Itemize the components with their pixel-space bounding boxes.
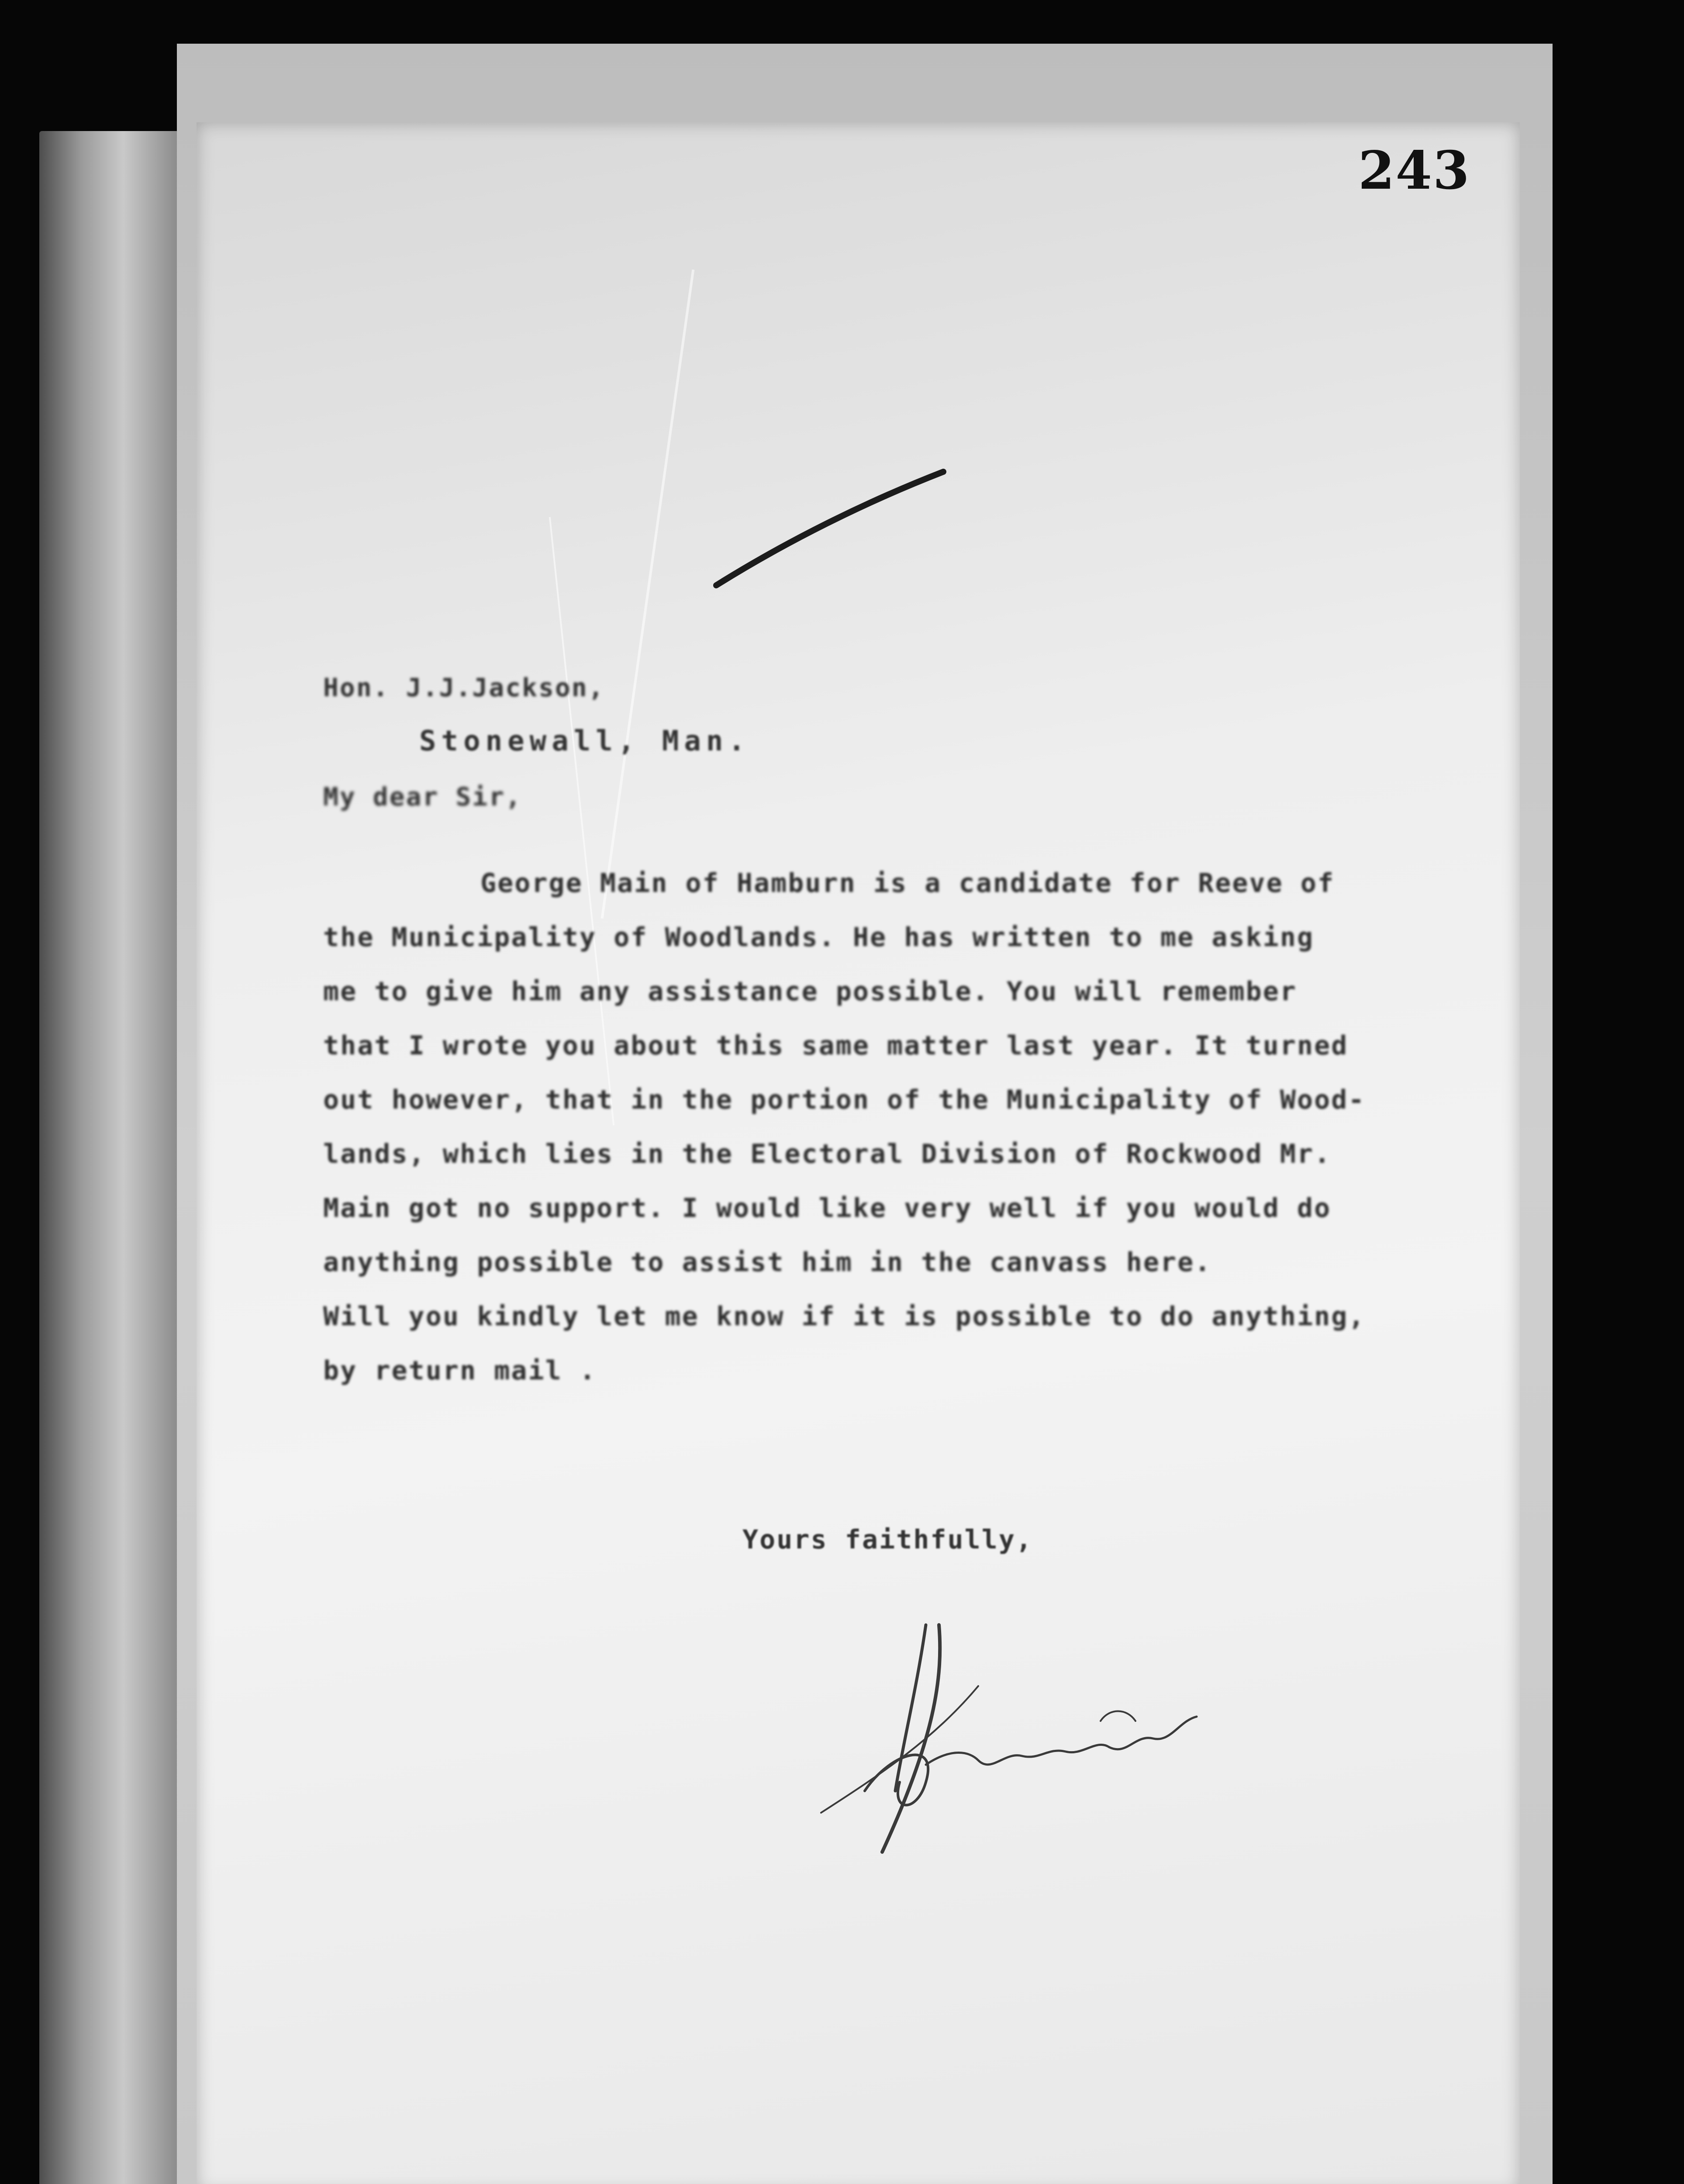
letter-body-line: Will you kindly let me know if it is possible to do anything,	[323, 1301, 1366, 1332]
recipient-name: Hon. J.J.Jackson,	[323, 673, 605, 702]
letter-body-line: that I wrote you about this same matter last year. It turned	[323, 1030, 1349, 1061]
closing: Yours faithfully,	[742, 1524, 1033, 1555]
letter-body-line: out however, that in the portion of the Municipality of Wood-	[323, 1085, 1366, 1115]
paper-crease	[601, 270, 695, 919]
letter-body	[323, 856, 1406, 1398]
letter-body-line: Main got no support. I would like very well if you would do	[323, 1193, 1332, 1223]
salutation: My dear Sir,	[323, 782, 522, 812]
handwritten-signature	[795, 1607, 1223, 1878]
page-number: 243	[1358, 140, 1470, 201]
recipient-place: Stonewall, Man.	[419, 725, 750, 757]
film-edge-strip	[39, 131, 179, 2184]
letter-body-line: anything possible to assist him in the canvass here.	[323, 1247, 1212, 1278]
pen-mark	[699, 454, 961, 594]
letter-body-line: by return mail .	[323, 1355, 597, 1386]
letter-body-line: me to give him any assistance possible. You will remember	[323, 976, 1298, 1007]
letter-body-line: George Main of Hamburn is a candidate for Reeve of	[480, 868, 1335, 898]
letter-body-line: the Municipality of Woodlands. He has written to me asking	[323, 922, 1315, 953]
letter-body-line: lands, which lies in the Electoral Division of Rockwood Mr.	[323, 1139, 1332, 1169]
